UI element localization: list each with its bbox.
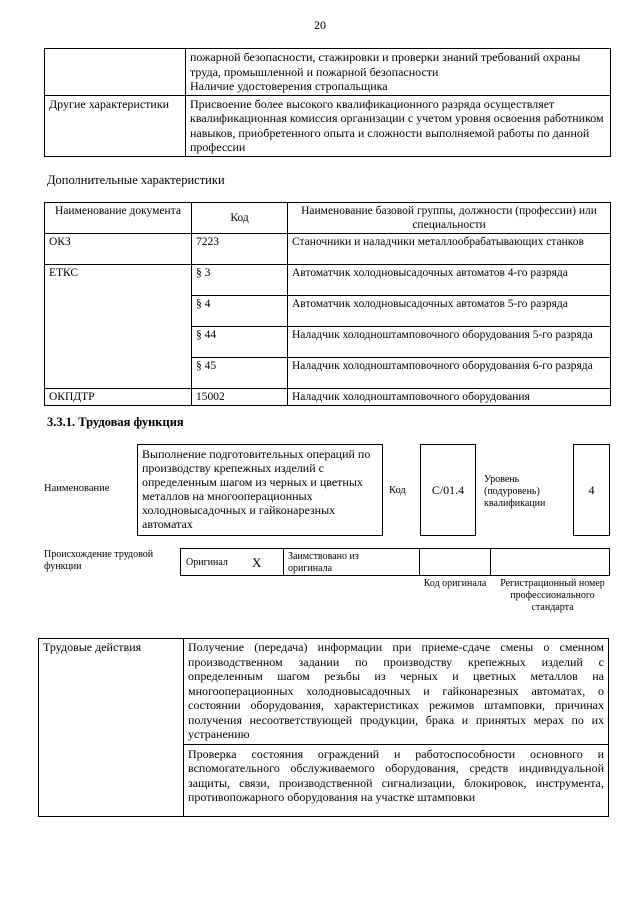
header-doc: Наименование документа — [45, 203, 192, 234]
header-name: Наименование базовой группы, должности (профессии) или специальности — [288, 203, 611, 234]
table-row — [45, 265, 611, 296]
row-code: 15002 — [192, 389, 288, 406]
original-label: Оригинал — [186, 557, 228, 568]
page-number: 20 — [314, 18, 326, 32]
table-row — [45, 95, 611, 156]
function-name-value: Выполнение подготовительных операций по производству крепежных изделий с определенным шагом из черных и цветных металлов на многооперационных холодновысадочных и гайконарезных автоматах — [142, 447, 371, 531]
top-table-cell: пожарной безопасности, стажировки и проверки знаний требований охраны труда, промышленной и пожарной безопасности Наличие удостоверения стропальщика — [186, 49, 611, 96]
level-value: 4 — [588, 482, 595, 497]
row-doc: ОКЗ — [45, 234, 192, 265]
row-name: Наладчик холодноштамповочного оборудования — [288, 389, 611, 406]
row-name: Наладчик холодноштамповочного оборудования 5-го разряда — [288, 327, 611, 358]
row-doc: ЕТКС — [45, 265, 192, 389]
function-name-label: Наименование — [44, 483, 110, 494]
row-name: Станочники и наладчики металлообрабатывающих станков — [288, 234, 611, 265]
code-label: Код — [389, 485, 406, 496]
borrowed-label: Заимствовано из оригинала — [288, 551, 359, 574]
row-name: Наладчик холодноштамповочного оборудования 6-го разряда — [288, 358, 611, 389]
row-code: 7223 — [192, 234, 288, 265]
origin-divider-2 — [419, 548, 420, 576]
header-code: Код — [192, 203, 288, 234]
table-row — [45, 234, 611, 265]
section-title: 3.3.1. Трудовая функция — [47, 415, 184, 429]
row-doc: ОКПДТР — [45, 389, 192, 406]
table-header-row — [45, 203, 611, 234]
origin-label: Происхождение трудовой функции — [44, 549, 154, 572]
code-value: C/01.4 — [431, 482, 465, 497]
row-code: § 45 — [192, 358, 288, 389]
function-name-box — [137, 444, 383, 536]
code-box — [420, 444, 476, 536]
row-code: § 4 — [192, 296, 288, 327]
code-original-label: Код оригинала — [423, 578, 487, 589]
top-table — [44, 48, 611, 157]
reg-number-label: Регистрационный номер профессионального стандарта — [500, 578, 605, 613]
actions-label: Трудовые действия — [39, 639, 184, 817]
other-characteristics-label: Другие характеристики — [45, 95, 186, 156]
level-label: Уровень (подуровень) квалификации — [484, 474, 546, 509]
action-item: Проверка состояния ограждений и работоспособности основного и вспомогательного обслуживаемого оборудования, средств индивидуальной защиты, связи, производственной сигнализации, блокировок, инструмента, противопожарного оборудования на участке штамповки — [184, 744, 608, 815]
row-code: § 44 — [192, 327, 288, 358]
table-row — [39, 639, 609, 817]
other-characteristics-text: Присвоение более высокого квалификационного разряда осуществляет квалификационная комиссия организации с учетом уровня освоения работником навыков, приобретенного опыта и сложности выполняемой работы по данной профессии — [186, 95, 611, 156]
row-code: § 3 — [192, 265, 288, 296]
additional-characteristics-heading: Дополнительные характеристики — [47, 173, 225, 187]
table-row — [45, 49, 611, 96]
action-item: Получение (передача) информации при приеме-сдаче смены о сменном производственном задании по производству крепежных изделий с определенным шагом резьбы из черных и цветных металлов на многооперационных холодновысадочных и гайконарезных автоматах, о состоянии оборудования, характеристиках режимов штамповки, причинах получения несоответствующей продукции, брака и принятых мерах по их устранению — [188, 640, 604, 741]
original-mark: X — [252, 555, 262, 570]
origin-divider-1 — [283, 548, 284, 576]
level-box — [573, 444, 610, 536]
actions-table — [38, 638, 609, 817]
characteristics-table — [44, 202, 611, 406]
row-name: Автоматчик холодновысадочных автоматов 5-го разряда — [288, 296, 611, 327]
row-name: Автоматчик холодновысадочных автоматов 4-го разряда — [288, 265, 611, 296]
origin-divider-3 — [490, 548, 491, 576]
table-row — [45, 389, 611, 406]
